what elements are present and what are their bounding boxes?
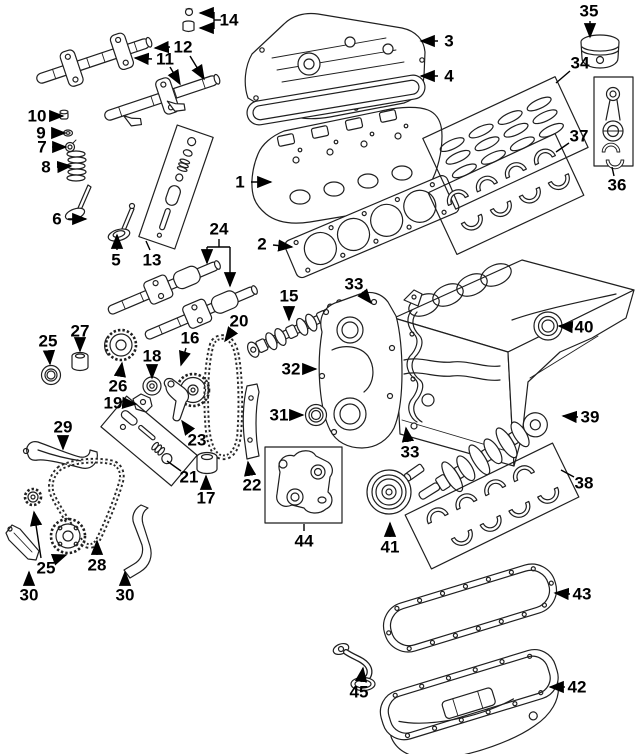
- callout-label-4: 4: [444, 66, 454, 86]
- valve-stem-seal-drawing: [66, 140, 77, 152]
- callout-19-guide-clip: [104, 394, 136, 413]
- callout-label-26: 26: [108, 376, 128, 396]
- leader-line-19: [124, 403, 136, 404]
- callout-label-27: 27: [70, 321, 90, 341]
- leader-line-38: [561, 470, 574, 477]
- callout-39-crankshaft: [563, 408, 599, 427]
- oil-seal-drawing: [306, 405, 327, 426]
- callout-label-30: 30: [115, 585, 135, 605]
- leader-line-8: [57, 166, 71, 167]
- callout-label-25: 25: [36, 558, 56, 578]
- callout-label-30: 30: [19, 585, 39, 605]
- callout-label-23: 23: [187, 430, 207, 450]
- callout-22-chain-guide: [243, 462, 262, 495]
- callout-label-41: 41: [380, 537, 400, 557]
- callout-label-37: 37: [569, 126, 589, 146]
- callout-17-tensioner-cap: [197, 476, 216, 508]
- callout-label-43: 43: [572, 584, 592, 604]
- callout-label-34: 34: [570, 53, 590, 73]
- leader-line-22: [248, 462, 250, 475]
- callout-27-shaft-bushing: [71, 322, 90, 352]
- callout-18-idler-roller: [143, 347, 162, 379]
- leader-line-43: [555, 593, 570, 594]
- balance-tensioner-sprocket-drawing: [25, 489, 41, 505]
- callout-label-19: 19: [103, 393, 123, 413]
- callout-label-3: 3: [444, 31, 454, 51]
- callout-label-11: 11: [156, 49, 174, 69]
- oil-pan-drawing: [375, 644, 573, 754]
- callout-label-33: 33: [400, 442, 420, 462]
- callout-label-33: 33: [344, 274, 364, 294]
- valve-drawing: [64, 185, 91, 222]
- idler-roller-drawing: [143, 377, 161, 395]
- callout-25-front-seal: [39, 332, 58, 365]
- callout-44-oil-pump: [295, 524, 314, 551]
- timing-cover-drawing: [319, 292, 402, 448]
- callout-label-21: 21: [179, 467, 199, 487]
- callout-label-25: 25: [38, 331, 58, 351]
- shaft-plugs-drawing: [183, 9, 194, 32]
- callout-4-valve-cover-gasket: [421, 67, 454, 86]
- callout-label-28: 28: [87, 555, 107, 575]
- callout-label-38: 38: [574, 473, 594, 493]
- callout-8-valve-spring: [41, 158, 71, 177]
- callout-label-7: 7: [37, 137, 47, 157]
- callout-label-24: 24: [209, 219, 229, 239]
- callout-label-20: 20: [229, 311, 249, 331]
- leader-line-40: [559, 326, 572, 327]
- callout-24-balance-shafts: [207, 220, 230, 287]
- callout-15-camshaft: [280, 287, 299, 321]
- chain-guide-drawing: [243, 384, 259, 459]
- leader-line-12: [190, 56, 204, 79]
- upper-chain-guide-drawing: [24, 442, 98, 469]
- callout-43-oil-pan-gasket: [555, 585, 591, 604]
- leader-line-13: [146, 241, 150, 250]
- callout-10-valve-cap: [28, 107, 63, 126]
- callout-label-5: 5: [111, 250, 121, 270]
- balance-crank-sprocket-drawing: [51, 519, 85, 553]
- callout-label-39: 39: [580, 407, 600, 427]
- callout-label-13: 13: [142, 250, 162, 270]
- callout-28-balance-chain: [88, 541, 107, 575]
- callout-34-piston-ring-set: [556, 54, 590, 84]
- callout-label-36: 36: [607, 175, 627, 195]
- callout-14-shaft-plugs: [200, 11, 239, 30]
- callout-32-timing-cover: [282, 360, 316, 379]
- callout-label-8: 8: [41, 157, 51, 177]
- rod-bearing-set-drawing: [428, 134, 584, 255]
- callout-45-oil-pickup-tube: [350, 668, 369, 702]
- crankshaft-pulley-drawing: [367, 470, 411, 514]
- leader-line-39: [563, 416, 578, 417]
- callout-36-connecting-rod: [608, 167, 627, 195]
- leader-line-26: [120, 363, 122, 376]
- timing-chain-drawing: [206, 337, 240, 457]
- main-bearing-set-drawing: [405, 443, 579, 569]
- chain-guide-left-drawing: [6, 525, 39, 560]
- rocker-shaft-rear-drawing: [99, 61, 225, 134]
- shaft-bushing-drawing: [72, 353, 88, 371]
- callout-label-44: 44: [294, 531, 314, 551]
- callout-13-lifter-adjuster-kit: [143, 241, 162, 270]
- oil-pan-gasket-drawing: [378, 558, 563, 658]
- callout-label-17: 17: [196, 488, 216, 508]
- chain-guide-right-drawing: [124, 505, 151, 578]
- leader-line-12: [155, 47, 170, 48]
- oil-pump-drawing: [265, 447, 342, 523]
- callout-label-40: 40: [574, 317, 594, 337]
- leader-line-11: [170, 67, 180, 84]
- callout-20-timing-chain: [225, 312, 248, 342]
- callout-35-piston: [580, 2, 599, 38]
- callout-3-valve-cover: [421, 32, 454, 51]
- callout-41-crankshaft-pulley: [381, 523, 400, 557]
- callout-label-14: 14: [219, 10, 239, 30]
- rocker-shaft-front-drawing: [31, 24, 157, 96]
- callout-label-22: 22: [242, 475, 262, 495]
- valve-spring-assembly-drawing: [107, 204, 135, 244]
- callout-label-42: 42: [567, 677, 587, 697]
- callout-label-29: 29: [53, 417, 73, 437]
- callout-label-16: 16: [180, 328, 200, 348]
- callout-38-main-bearing-set: [561, 470, 593, 493]
- leader-line-11: [135, 58, 152, 59]
- tensioner-cap-drawing: [197, 453, 217, 474]
- callout-label-35: 35: [579, 1, 599, 21]
- callout-21-tensioner-kit: [167, 461, 198, 487]
- leader-line-16: [181, 348, 186, 365]
- callout-37-rod-bearing-set: [556, 127, 588, 153]
- callout-9-spring-seat: [36, 124, 65, 143]
- callout-label-45: 45: [349, 682, 369, 702]
- leader-line-25: [55, 555, 66, 559]
- leader-line-34: [556, 71, 570, 83]
- callout-label-18: 18: [142, 346, 162, 366]
- connecting-rod-drawing: [594, 77, 633, 169]
- valve-cap-drawing: [60, 110, 68, 119]
- leader-line-25: [49, 351, 50, 364]
- callout-label-31: 31: [269, 405, 289, 425]
- callout-26-balance-shaft-gear: [109, 363, 128, 396]
- callout-label-1: 1: [235, 172, 245, 192]
- callout-label-9: 9: [36, 123, 46, 143]
- front-seal-drawing: [42, 366, 61, 385]
- balance-shaft-gear-drawing: [105, 330, 136, 360]
- callout-label-12: 12: [173, 37, 193, 57]
- callout-label-15: 15: [279, 286, 299, 306]
- rear-main-seal-drawing: [534, 312, 562, 340]
- callout-label-6: 6: [52, 209, 62, 229]
- callout-label-2: 2: [257, 234, 267, 254]
- callout-16-chain-sprocket: [181, 329, 200, 366]
- callout-31-oil-seal: [270, 406, 303, 425]
- callout-label-32: 32: [281, 359, 301, 379]
- callout-29-upper-chain-guide: [54, 418, 73, 450]
- lifter-adjuster-kit-drawing: [139, 125, 213, 249]
- callout-label-10: 10: [27, 106, 47, 126]
